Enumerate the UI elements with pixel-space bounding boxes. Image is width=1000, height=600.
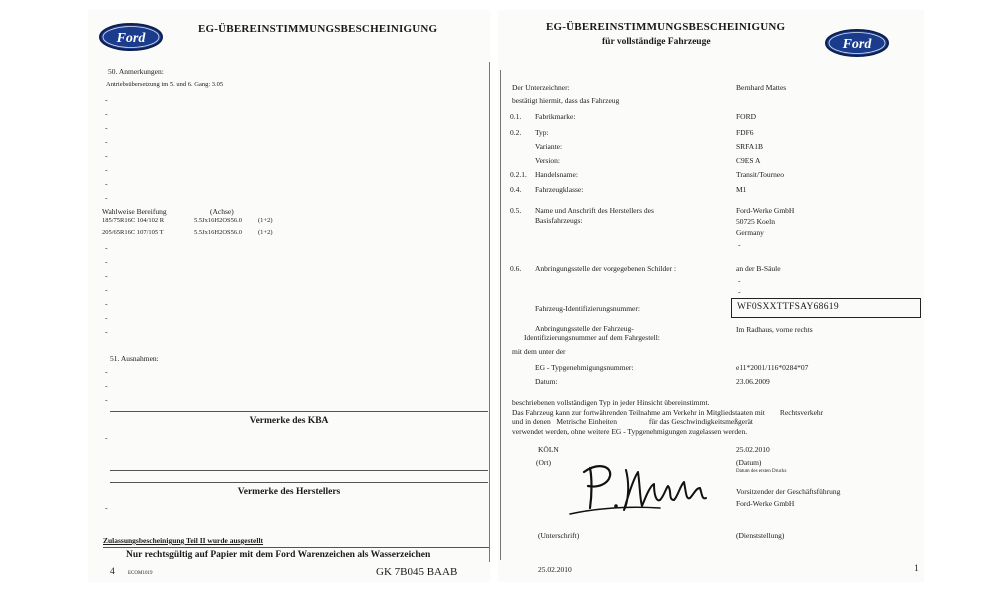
role-company: Ford-Werke GmbH — [736, 499, 795, 508]
exceptions-label: 51. Ausnahmen: — [110, 354, 159, 363]
field-number: 0.5. — [510, 206, 522, 215]
tyre-rim: 5.5Jx16H2OS56.0 — [194, 217, 243, 224]
signatory-name: Bernhard Mattes — [736, 83, 787, 92]
signatory-label: Der Unterzeichner: — [512, 83, 570, 92]
dash-mark: - — [105, 313, 108, 322]
ford-logo-left — [98, 22, 164, 52]
approval-date-label: Datum: — [535, 377, 558, 386]
place-value: KÖLN — [538, 445, 559, 454]
right-certificate-page — [498, 10, 924, 582]
type-label: Typ: — [535, 128, 549, 137]
document-code: GK 7B045 BAAB — [376, 566, 458, 578]
dash-mark: - — [105, 503, 108, 512]
registration-issued-note: Zulassungsbescheinigung Teil II wurde ausgestellt — [103, 536, 264, 545]
dash-mark: - — [105, 381, 108, 390]
role-title: Vorsitzender der Geschäftsführung — [736, 487, 841, 496]
remarks-text: Antriebsübersetzung im 5. und 6. Gang: 3.05 — [106, 81, 224, 88]
dash-mark: - — [105, 193, 108, 202]
remarks-label: 50. Anmerkungen: — [108, 67, 164, 76]
variant-value: SRFA1B — [736, 142, 763, 151]
field-number: 0.2.1. — [510, 170, 527, 179]
conformity-text: Das Fahrzeug kann zur fortwährenden Teilnahme am Verkehr in Mitgliedstaaten mit Rechtsverkehr — [512, 408, 824, 417]
dash-mark: - — [105, 123, 108, 132]
manufacturer-label: Basisfahrzeugs: — [535, 216, 583, 225]
version-label: Version: — [535, 156, 560, 165]
field-number: 0.6. — [510, 264, 522, 273]
dash-mark: - — [105, 433, 108, 442]
dash-mark: - — [738, 287, 741, 296]
approval-date-value: 23.06.2009 — [736, 377, 770, 386]
conformity-text: und in denen Metrische Einheiten für das Geschwindigkeitsmeßgerät — [512, 417, 753, 426]
ford-logo-right — [824, 28, 890, 58]
axle-label: (Achse) — [210, 207, 234, 216]
vehicle-class-value: M1 — [736, 185, 747, 194]
vin-location-label: Anbringungsstelle der Fahrzeug- — [535, 324, 634, 333]
dash-mark: - — [738, 276, 741, 285]
variant-label: Variante: — [535, 142, 563, 151]
dash-mark: - — [105, 243, 108, 252]
divider-line — [110, 411, 488, 412]
tyre-axle: (1+2) — [258, 229, 273, 236]
dash-mark: - — [105, 285, 108, 294]
vin-location-label: Identifizierungsnummer auf dem Fahrgestell: — [524, 333, 660, 342]
svg-text:Ford: Ford — [842, 37, 872, 52]
field-number: 0.2. — [510, 128, 522, 137]
divider-line — [110, 470, 488, 471]
dash-mark: - — [105, 165, 108, 174]
left-page-number: 4 — [110, 567, 115, 577]
conformity-text: verwendet werden, ohne weitere EG - Typgenehmigungen zugelassen werden. — [512, 427, 748, 436]
type-approval-number: e11*2001/116*0284*07 — [736, 363, 809, 372]
plates-location-label: Anbringungsstelle der vorgegebenen Schilder : — [535, 264, 677, 273]
dash-mark: - — [105, 257, 108, 266]
manufacturer-notes-heading: Vermerke des Herstellers — [237, 487, 341, 497]
place-label: (Ort) — [536, 458, 551, 467]
vin-label: Fahrzeug-Identifizierungsnummer: — [535, 304, 640, 313]
dash-mark: - — [105, 299, 108, 308]
right-page-header-subtitle: für vollständige Fahrzeuge — [602, 37, 711, 47]
right-page-number: 1 — [914, 564, 919, 574]
tyre-axle: (1+2) — [258, 217, 273, 224]
manufacturer-city: 50725 Koeln — [736, 217, 775, 226]
version-value: C9ES A — [736, 156, 761, 165]
dash-mark: - — [105, 137, 108, 146]
confirms-text: bestätigt hiermit, dass das Fahrzeug — [512, 96, 620, 105]
make-value: FORD — [736, 112, 757, 121]
dash-mark: - — [105, 109, 108, 118]
trade-name-label: Handelsname: — [535, 170, 578, 179]
dash-mark: - — [105, 151, 108, 160]
signature-label: (Unterschrift) — [538, 531, 580, 540]
field-number: 0.4. — [510, 185, 522, 194]
page-edge — [489, 62, 490, 562]
tyre-rim: 5.5Jx16H2OS56.0 — [194, 229, 243, 236]
type-approval-intro: mit dem unter der — [512, 347, 566, 356]
field-number: 0.1. — [510, 112, 522, 121]
svg-text:Ford: Ford — [116, 31, 146, 46]
vin-location-value: Im Radhaus, vorne rechts — [736, 325, 813, 334]
dash-mark: - — [105, 367, 108, 376]
type-approval-label: EG - Typgenehmigungsnummer: — [535, 363, 634, 372]
dash-mark: - — [105, 271, 108, 280]
tyre-size: 185/75R16C 104/102 R — [102, 217, 165, 224]
vehicle-class-label: Fahrzeugklasse: — [535, 185, 584, 194]
plates-location-value: an der B-Säule — [736, 264, 781, 273]
dash-mark: - — [105, 395, 108, 404]
position-label: (Dienststellung) — [736, 531, 785, 540]
type-value: FDF6 — [736, 128, 754, 137]
kba-notes-heading: Vermerke des KBA — [249, 416, 329, 426]
left-page-header-title: EG-ÜBEREINSTIMMUNGSBESCHEINIGUNG — [198, 23, 438, 35]
signature-date-value: 25.02.2010 — [736, 445, 770, 454]
tyre-size: 205/65R16C 107/105 T — [102, 229, 164, 236]
make-label: Fabrikmarke: — [535, 112, 576, 121]
trade-name-value: Transit/Tourneo — [736, 170, 784, 179]
manufacturer-country: Germany — [736, 228, 764, 237]
optional-tyres-label: Wahlweise Bereifung — [102, 207, 167, 216]
signature-date-label: (Datum) — [736, 458, 762, 467]
dash-mark: - — [738, 240, 741, 249]
signature-date-sublabel: Datum des ersten Drucks — [736, 469, 787, 474]
dash-mark: - — [105, 95, 108, 104]
divider-line — [110, 482, 488, 483]
right-page-header-title: EG-ÜBEREINSTIMMUNGSBESCHEINIGUNG — [546, 21, 786, 33]
dash-mark: - — [105, 179, 108, 188]
manufacturer-label: Name und Anschrift des Herstellers des — [535, 206, 654, 215]
handwritten-signature — [568, 456, 718, 520]
divider-line — [103, 547, 489, 548]
dash-mark: - — [105, 327, 108, 336]
vin-value: WF0SXXTTFSAY68619 — [737, 302, 839, 312]
left-certificate-page — [88, 10, 490, 582]
manufacturer-name: Ford-Werke GmbH — [736, 206, 795, 215]
conformity-text: beschriebenen vollständigen Typ in jeder Hinsicht übereinstimmt. — [512, 398, 710, 407]
form-code: ECOM1019 — [128, 571, 153, 576]
footer-date: 25.02.2010 — [538, 565, 572, 574]
page-edge — [500, 70, 501, 560]
validity-note: Nur rechtsgültig auf Papier mit dem Ford Warenzeichen als Wasserzeichen — [126, 550, 431, 560]
